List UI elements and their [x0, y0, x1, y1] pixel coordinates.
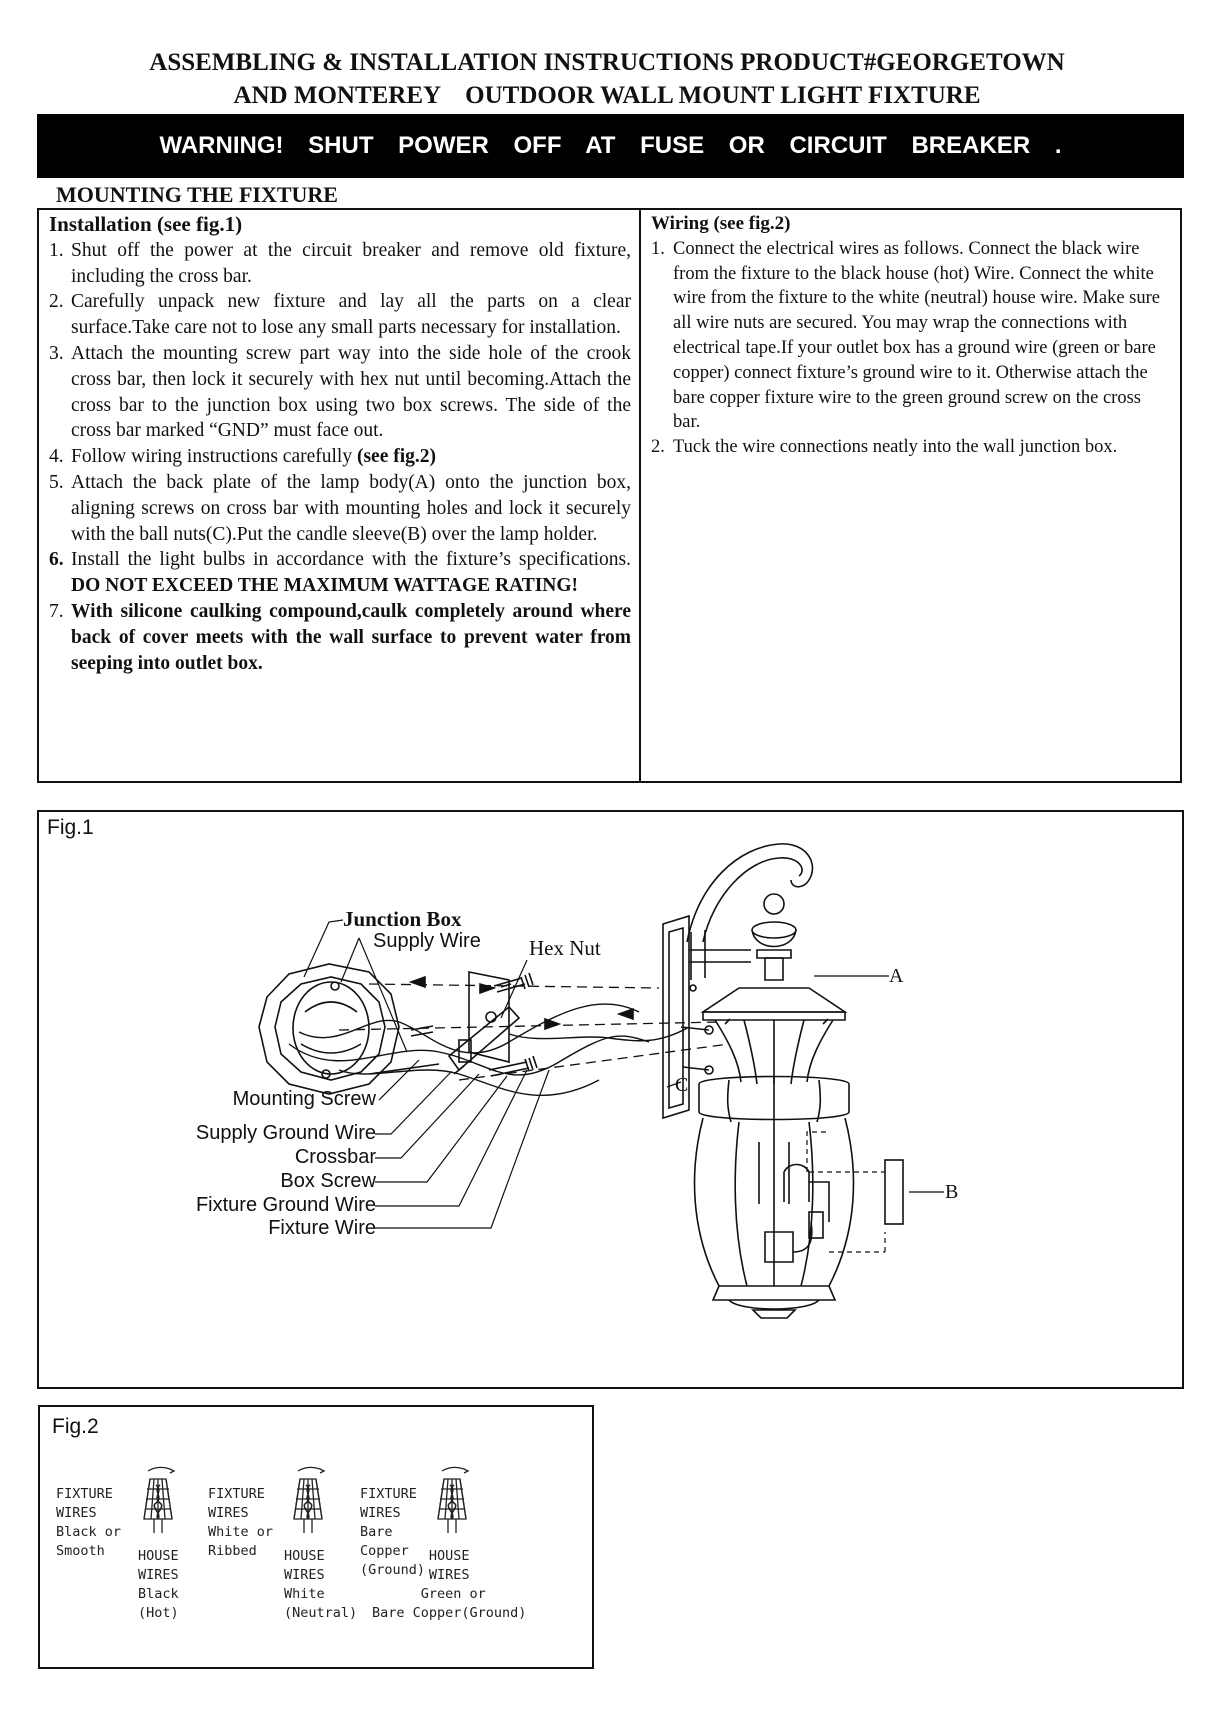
label-box-screw: Box Screw: [280, 1170, 376, 1192]
section-title: MOUNTING THE FIXTURE: [56, 182, 338, 207]
wiring-step: 2. Tuck the wire connections neatly into the wall junction box.: [651, 437, 1118, 458]
label-junction-box: Junction Box: [343, 907, 462, 931]
title-line-1: ASSEMBLING & INSTALLATION INSTRUCTIONS PRODUCT#GEORGETOWN: [149, 49, 1065, 76]
wiring-step: 1. Connect the electrical wires as follows. Connect the black wire from the fixture to the black house (hot) Wire. Connect the white wire from the fixture to the white (neutral) house wire. Make sure all wire nuts are secured. You may wrap the connections with electrical tape.If your outlet box has a ground wire (green or bare copper) connect fixture’s ground wire to it. Otherwise attach the bare copper fixture wire to the green ground screw on the cross bar.: [651, 238, 1160, 433]
fixture-wires-bare-copper: FIXTURE WIRES Bare Copper (Ground): [360, 1486, 426, 1578]
label-a: A: [889, 965, 904, 987]
installation-step: 1. Shut off the power at the circuit breaker and remove old fixture, including the cross bar.: [49, 239, 631, 287]
figure-2-label: Fig.2: [52, 1415, 99, 1438]
label-crossbar: Crossbar: [294, 1146, 376, 1168]
wiring-column: [641, 210, 1180, 781]
installation-heading: Installation (see fig.1): [49, 212, 243, 236]
figure-1: [37, 810, 1184, 1389]
figure-1-label: Fig.1: [47, 816, 94, 839]
warning-banner: WARNING! SHUT POWER OFF AT FUSE OR CIRCUIT BREAKER .: [37, 114, 1184, 178]
figure-2: [38, 1405, 594, 1669]
label-supply-ground-wire: Supply Ground Wire: [195, 1122, 376, 1144]
label-fixture-ground-wire: Fixture Ground Wire: [195, 1194, 376, 1216]
label-fixture-wire: Fixture Wire: [268, 1217, 376, 1239]
lamp-fixture-drawing: [663, 844, 903, 1318]
installation-column: [39, 210, 641, 781]
instructions-table: [37, 208, 1182, 783]
installation-step: 3. Attach the mounting screw part way into the side hole of the crook cross bar, then lock it securely with hex nut until becoming.Attach the cross bar to the junction box using two box screws. The side of the cross bar marked “GND” must face out.: [49, 342, 631, 442]
installation-step: 7. With silicone caulking compound,caulk completely around where back of cover meets with the wall surface to prevent water from seeping into outlet box.: [49, 600, 631, 674]
leader-lines: [304, 920, 944, 1228]
document-title: [60, 46, 1154, 112]
label-hex-nut: Hex Nut: [529, 936, 601, 960]
wire-nut-icon: [294, 1467, 324, 1533]
label-supply-wire: Supply Wire: [373, 930, 481, 952]
wiring-heading: Wiring (see fig.2): [651, 213, 791, 234]
house-wires-white: HOUSE WIRES White (Neutral): [284, 1548, 358, 1621]
installation-step: 2. Carefully unpack new fixture and lay all the parts on a clear surface.Take care not to lose any small parts necessary for installation.: [49, 291, 631, 339]
label-c: C: [675, 1074, 689, 1096]
figure-1-drawing: [39, 812, 1182, 1387]
installation-steps: [49, 238, 631, 677]
wire-nut-icon: [144, 1467, 174, 1533]
wiring-steps: [651, 237, 1166, 460]
label-mounting-screw: Mounting Screw: [232, 1088, 376, 1110]
installation-step: 6. Install the light bulbs in accordance with the fixture’s specifications. DO NOT EXCEED THE MAXIMUM WATTAGE RATING!: [49, 549, 631, 597]
installation-step: 5. Attach the back plate of the lamp body(A) onto the junction box, aligning screws on cross bar with mounting holes and lock it securely with the ball nuts(C).Put the candle sleeve(B) over the lamp holder.: [49, 471, 631, 545]
wire-nut-icon: [438, 1467, 468, 1533]
house-wires-green: HOUSE WIRES Green or Bare Copper(Ground): [372, 1548, 527, 1621]
house-wires-black: HOUSE WIRES Black (Hot): [138, 1548, 179, 1621]
fixture-wires-white: FIXTURE WIRES White or Ribbed: [208, 1486, 274, 1559]
wire-nut-drawings: [40, 1407, 592, 1667]
label-b: B: [945, 1181, 959, 1203]
title-line-2: AND MONTEREY OUTDOOR WALL MOUNT LIGHT FIXTURE: [233, 82, 981, 109]
fixture-wires-black: FIXTURE WIRES Black or Smooth: [56, 1486, 122, 1559]
installation-step: 4. Follow wiring instructions carefully (see fig.2): [49, 446, 437, 468]
